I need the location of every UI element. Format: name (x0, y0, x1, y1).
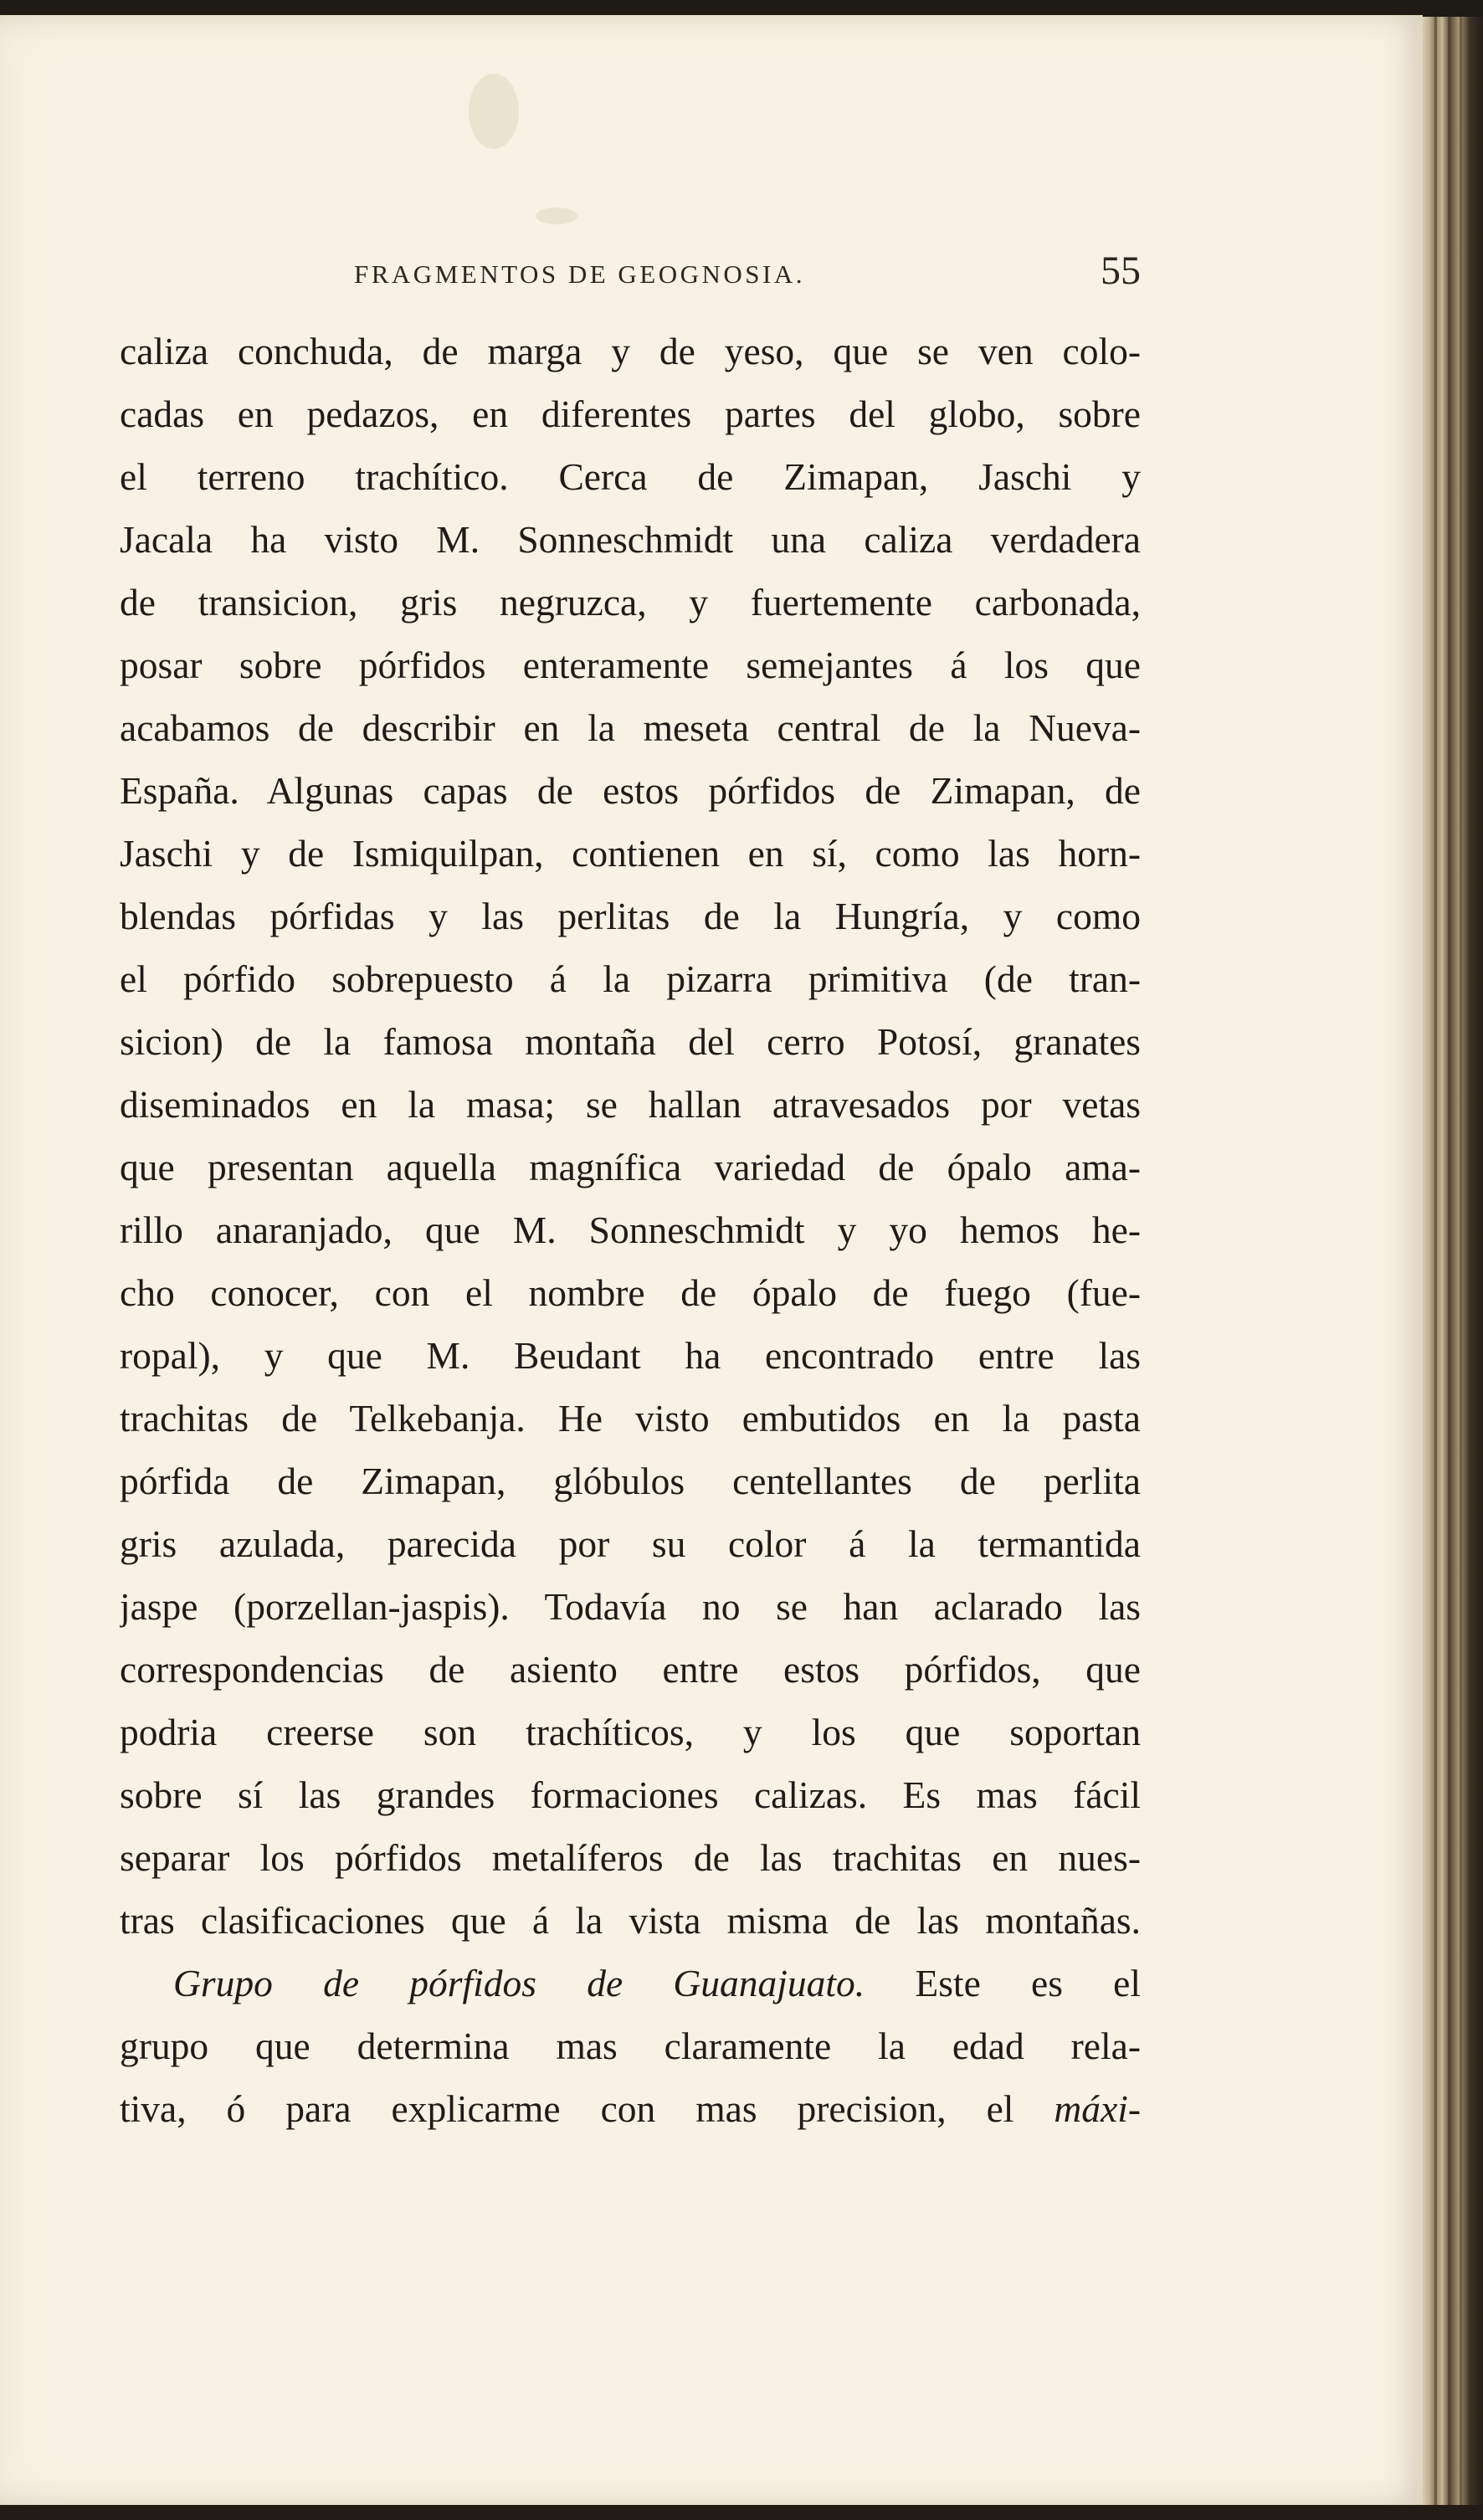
text-line: correspondencias de asiento entre estos pórfidos, que (120, 1648, 1141, 1691)
text-line: sicion) de la famosa montaña del cerro Potosí, granates (120, 1020, 1141, 1063)
running-head (120, 251, 1141, 301)
page-leaf-edge (1460, 17, 1462, 2507)
text-line: rillo anaranjado, que M. Sonneschmidt y yo hemos he- (120, 1209, 1141, 1251)
paper-stain (536, 208, 577, 224)
book-fore-edge (1423, 17, 1483, 2507)
page-leaf-edge (1448, 17, 1450, 2507)
book-bottom-edge (0, 2505, 1483, 2520)
text-line (120, 2077, 1141, 2140)
page-number: 55 (1101, 249, 1141, 293)
text-line: separar los pórfidos metalíferos de las trachitas en nues- (120, 1836, 1141, 1879)
text-line: de transicion, gris negruzca, y fuertemente carbonada, (120, 581, 1141, 624)
text-line: el terreno trachítico. Cerca de Zimapan, Jaschi y (120, 455, 1141, 498)
body-text (120, 320, 1141, 2140)
text-span: tiva, ó para explicarme con mas precision, el (120, 2087, 1055, 2130)
text-line: trachitas de Telkebanja. He visto embutidos en la pasta (120, 1397, 1141, 1440)
text-line: el pórfido sobrepuesto á la pizarra primitiva (de tran- (120, 957, 1141, 1000)
text-line: gris azulada, parecida por su color á la termantida (120, 1522, 1141, 1565)
text-line: sobre sí las grandes formaciones calizas. Es mas fácil (120, 1773, 1141, 1816)
text-line: Jacala ha visto M. Sonneschmidt una caliza verdadera (120, 518, 1141, 561)
text-line: acabamos de describir en la meseta central de la Nueva- (120, 706, 1141, 749)
text-line: España. Algunas capas de estos pórfidos de Zimapan, de (120, 769, 1141, 812)
text-line: pórfida de Zimapan, glóbulos centellantes de perlita (120, 1460, 1141, 1502)
text-line: podria creerse son trachíticos, y los que soportan (120, 1711, 1141, 1753)
text-line: cadas en pedazos, en diferentes partes del globo, sobre (120, 393, 1141, 435)
text-line: diseminados en la masa; se hallan atravesados por vetas (120, 1083, 1141, 1126)
running-head-title: FRAGMENTOS DE GEOGNOSIA. (354, 259, 805, 289)
text-line: blendas pórfidas y las perlitas de la Hungría, y como (120, 895, 1141, 937)
text-line: que presentan aquella magnífica variedad de ópalo ama- (120, 1146, 1141, 1188)
text-line: ropal), y que M. Beudant ha encontrado entre las (120, 1334, 1141, 1377)
text-line: grupo que determina mas claramente la edad rela- (120, 2025, 1141, 2067)
text-line: cho conocer, con el nombre de ópalo de fuego (fue- (120, 1271, 1141, 1314)
text-line: caliza conchuda, de marga y de yeso, que se ven colo- (120, 330, 1141, 372)
text-line: posar sobre pórfidos enteramente semejantes á los que (120, 644, 1141, 686)
page-leaf-edge (1434, 17, 1437, 2507)
text-span: Este es el (865, 1962, 1141, 2004)
text-line: tras clasificaciones que á la vista misma de las montañas. (120, 1899, 1141, 1942)
paper-stain (469, 74, 519, 149)
paragraph-opening-line (120, 1952, 1141, 2014)
section-heading-italic: Grupo de pórfidos de Guanajuato. (173, 1962, 865, 2004)
italic-word: máxi- (1054, 2087, 1141, 2130)
text-line: jaspe (porzellan-jaspis). Todavía no se han aclarado las (120, 1585, 1141, 1628)
text-line: Jaschi y de Ismiquilpan, contienen en sí, como las horn- (120, 832, 1141, 875)
